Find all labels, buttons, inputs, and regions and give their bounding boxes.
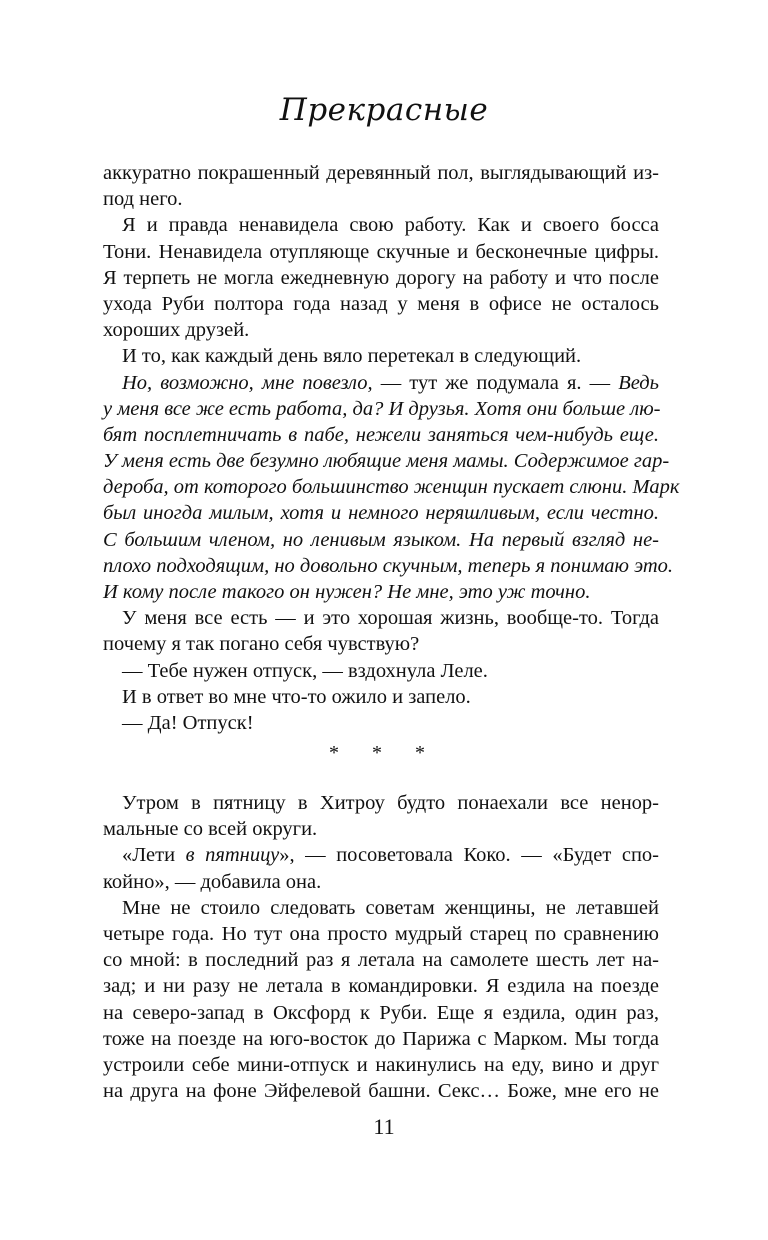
text-line: мальные со всей округи. bbox=[103, 818, 318, 841]
text-line: И кому после такого он нужен? Не мне, это уж точно. bbox=[103, 581, 591, 603]
text-line: Тони. Ненавидела отупляюще скучные и бесконечные цифры. bbox=[103, 240, 659, 263]
text-line: плохо подходящим, но довольно скучным, теперь я понимаю это. bbox=[103, 554, 674, 577]
roman-span: », — посоветовала Коко. — «Будет спо- bbox=[279, 844, 660, 867]
text-line: почему я так погано себя чувствую? bbox=[103, 633, 420, 656]
text-line: Мне не стоило следовать советам женщины, не летавшей bbox=[122, 896, 659, 919]
text-line: у меня все же есть работа, да? И друзья. Хотя они больше лю- bbox=[103, 397, 661, 420]
text-line: — Тебе нужен отпуск, — вздохнула Леле. bbox=[122, 659, 488, 682]
text-line: ухода Руби полтора года назад у меня в офисе не осталось bbox=[103, 292, 659, 315]
text-line: Я терпеть не могла ежедневную дорогу на работу и что после bbox=[103, 266, 659, 289]
text-line: У меня все есть — и это хорошая жизнь, вообще-то. Тогда bbox=[122, 607, 659, 630]
text-line-mixed bbox=[103, 370, 659, 396]
text-line: И в ответ во мне что-то ожило и запело. bbox=[122, 685, 471, 708]
text-line: на друга на фоне Эйфелевой башни. Секс… Боже, мне его не bbox=[103, 1080, 659, 1103]
text-line: устроили себе мини-отпуск и накинулись на еду, вино и друг bbox=[103, 1053, 659, 1076]
text-line: аккуратно покрашенный деревянный пол, выглядывающий из- bbox=[103, 162, 659, 184]
text-line: койно», — добавила она. bbox=[103, 870, 322, 893]
text-line: четыре года. Но тут она просто мудрый старец по сравнению bbox=[103, 922, 659, 945]
italic-span: Но, возможно, мне повезло, bbox=[122, 371, 373, 394]
roman-span: — тут же подумала я. — bbox=[372, 371, 619, 394]
text-line: И то, как каждый день вяло перетекал в следующий. bbox=[122, 345, 582, 368]
italic-span: в пятницу bbox=[185, 844, 280, 867]
page-number: 11 bbox=[373, 1114, 395, 1139]
text-line: под него. bbox=[103, 188, 183, 211]
text-line: Утром в пятницу в Хитроу будто понаехали все ненор- bbox=[122, 792, 659, 814]
text-line: дероба, от которого большинство женщин пускает слюни. Марк bbox=[103, 476, 680, 499]
text-line: С большим членом, но ленивым языком. На первый взгляд не- bbox=[103, 528, 659, 551]
text-block-top bbox=[103, 160, 680, 736]
text-line: У меня есть две безумно любящие меня мамы. Содержимое гар- bbox=[103, 450, 670, 473]
text-line: Я и правда ненавидела свою работу. Как и своего босса bbox=[122, 214, 659, 237]
text-line: бят посплетничать в пабе, нежели заняться чем-нибудь еще. bbox=[103, 423, 659, 446]
text-line: хороших друзей. bbox=[103, 319, 250, 342]
text-line: со мной: в последний раз я летала на самолете шесть лет на- bbox=[103, 949, 659, 972]
text-line: — Да! Отпуск! bbox=[122, 711, 254, 734]
text-line: на северо-запад в Оксфорд к Руби. Еще я ездила, один раз, bbox=[103, 1001, 659, 1024]
italic-span: Ведь bbox=[618, 371, 659, 394]
text-line: зад; и ни разу не летала в командировки. Я ездила на поезде bbox=[103, 975, 659, 998]
running-head: Прекрасные bbox=[279, 92, 489, 128]
roman-span: «Лети bbox=[122, 844, 186, 867]
text-line: был иногда милым, хотя и немного неряшливым, если честно. bbox=[103, 502, 659, 525]
text-block-bottom bbox=[103, 790, 659, 1104]
text-line: тоже на поезде на юго-восток до Парижа с Марком. Мы тогда bbox=[103, 1027, 659, 1050]
scene-break: * * * bbox=[329, 742, 439, 764]
text-line-mixed bbox=[103, 842, 659, 868]
